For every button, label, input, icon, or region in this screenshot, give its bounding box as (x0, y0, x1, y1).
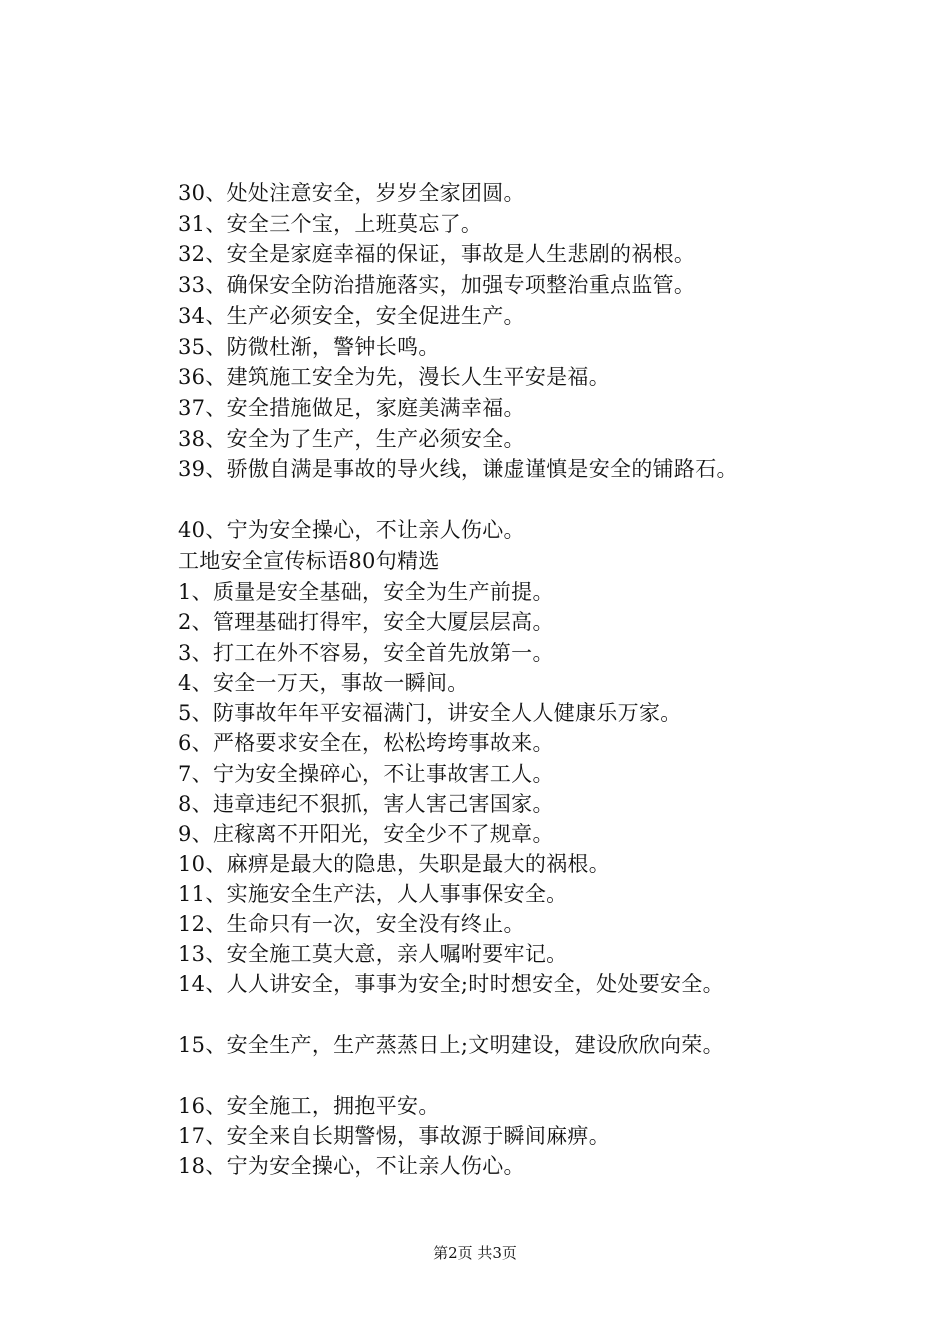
page-number-footer: 第2页 共3页 (433, 1244, 517, 1262)
slogan-line: 4、安全一万天，事故一瞬间。 (178, 671, 469, 695)
section-title: 工地安全宣传标语80句精选 (178, 549, 440, 573)
slogan-line: 5、防事故年年平安福满门，讲安全人人健康乐万家。 (178, 701, 682, 725)
slogan-line: 40、宁为安全操心，不让亲人伤心。 (178, 518, 525, 542)
slogan-line: 8、违章违纪不狠抓，害人害己害国家。 (178, 792, 554, 816)
slogan-line: 36、建筑施工安全为先，漫长人生平安是福。 (178, 365, 611, 389)
slogan-line: 10、麻痹是最大的隐患，失职是最大的祸根。 (178, 852, 611, 876)
slogan-line: 11、实施安全生产法，人人事事保安全。 (178, 882, 568, 906)
slogan-line: 2、管理基础打得牢，安全大厦层层高。 (178, 610, 554, 634)
slogan-line: 18、宁为安全操心，不让亲人伤心。 (178, 1154, 525, 1178)
slogan-line: 12、生命只有一次，安全没有终止。 (178, 912, 525, 936)
slogan-line: 15、安全生产，生产蒸蒸日上;文明建设，建设欣欣向荣。 (178, 1033, 724, 1057)
slogan-line: 35、防微杜渐，警钟长鸣。 (178, 335, 440, 359)
slogan-line: 9、庄稼离不开阳光，安全少不了规章。 (178, 822, 554, 846)
slogan-line: 39、骄傲自满是事故的导火线，谦虚谨慎是安全的铺路石。 (178, 457, 738, 481)
slogan-line: 7、宁为安全操碎心，不让事故害工人。 (178, 762, 554, 786)
slogan-line: 14、人人讲安全，事事为安全;时时想安全，处处要安全。 (178, 972, 724, 996)
slogan-line: 13、安全施工莫大意，亲人嘱咐要牢记。 (178, 942, 568, 966)
slogan-line: 37、安全措施做足，家庭美满幸福。 (178, 396, 525, 420)
slogan-line: 38、安全为了生产，生产必须安全。 (178, 427, 525, 451)
slogan-line: 16、安全施工，拥抱平安。 (178, 1094, 440, 1118)
slogan-line: 1、质量是安全基础，安全为生产前提。 (178, 580, 554, 604)
slogan-line: 17、安全来自长期警惕，事故源于瞬间麻痹。 (178, 1124, 611, 1148)
slogan-line: 34、生产必须安全，安全促进生产。 (178, 304, 525, 328)
slogan-line: 3、打工在外不容易，安全首先放第一。 (178, 641, 554, 665)
slogan-line: 30、处处注意安全，岁岁全家团圆。 (178, 181, 525, 205)
slogan-line: 6、严格要求安全在，松松垮垮事故来。 (178, 731, 554, 755)
slogan-line: 31、安全三个宝，上班莫忘了。 (178, 212, 483, 236)
slogan-line: 32、安全是家庭幸福的保证，事故是人生悲剧的祸根。 (178, 242, 696, 266)
slogan-line: 33、确保安全防治措施落实，加强专项整治重点监管。 (178, 273, 696, 297)
